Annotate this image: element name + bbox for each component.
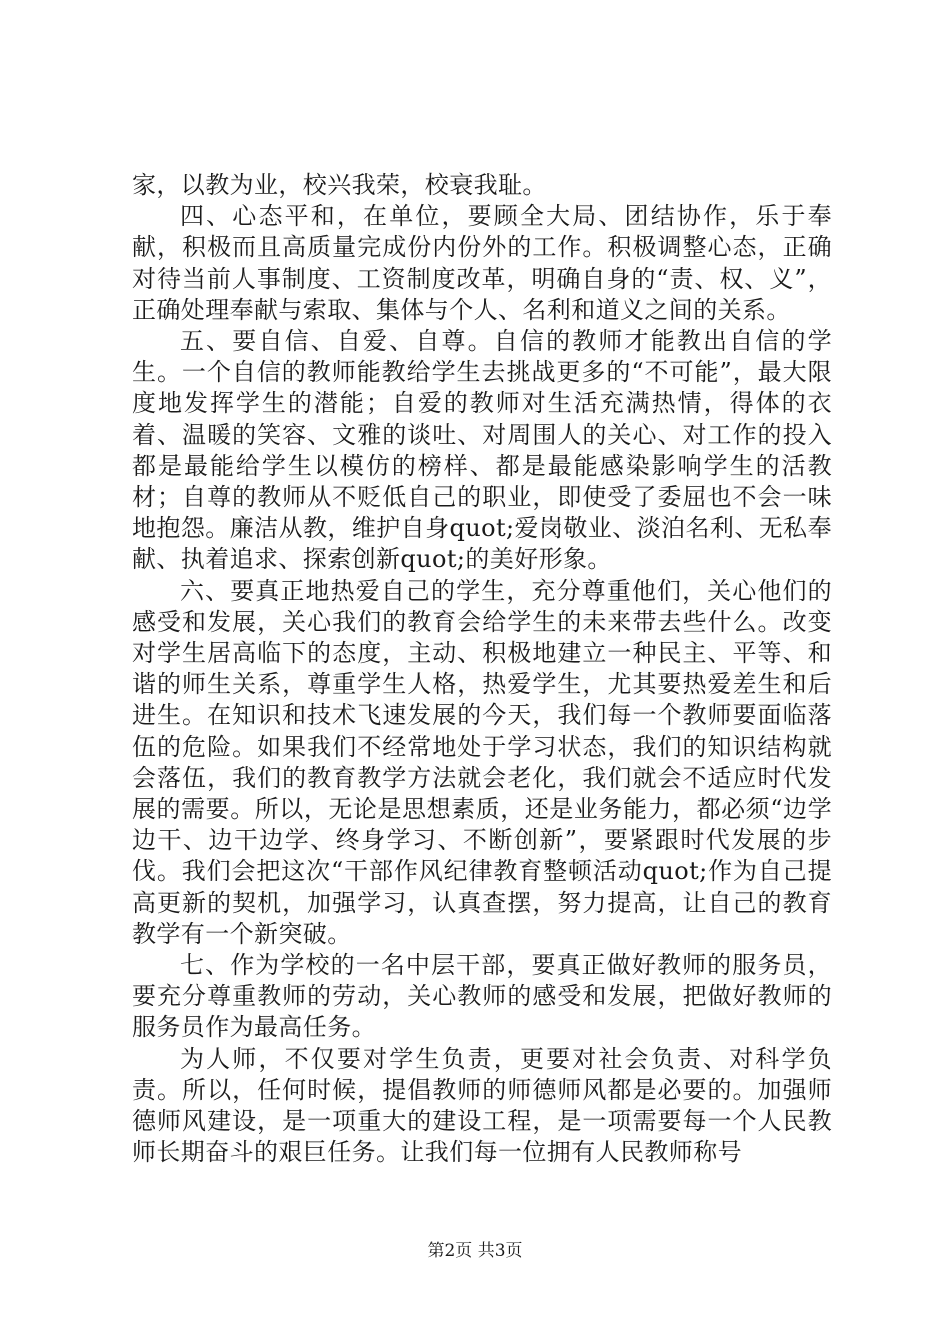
paragraph-point-five: 五、要自信、自爱、自尊。自信的教师才能教出自信的学生。一个自信的教师能教给学生去挑战更多的“不可能”，最大限度地发挥学生的潜能；自爱的教师对生活充满热情，得体的衣着、温暖的笑容、文雅的谈吐、对周围人的关心、对工作的投入都是最能给学生以模仿的榜样、都是最能感染影响学生的活教材；自尊的教师从不贬低自己的职业，即使受了委屈也不会一味地抱怨。廉洁从教，维护自身quot;爱岗敬业、淡泊名利、无私奉献、执着追求、探索创新quot;的美好形象。	[132, 327, 832, 574]
paragraph-conclusion: 为人师，不仅要对学生负责，更要对社会负责、对科学负责。所以，任何时候，提倡教师的师德师风都是必要的。加强师德师风建设，是一项重大的建设工程，是一项需要每一个人民教师长期奋斗的艰巨任务。让我们每一位拥有人民教师称号	[132, 1044, 832, 1167]
paragraph-point-seven: 七、作为学校的一名中层干部，要真正做好教师的服务员，要充分尊重教师的劳动，关心教师的感受和发展，把做好教师的服务员作为最高任务。	[132, 951, 832, 1042]
paragraph-point-six: 六、要真正地热爱自己的学生，充分尊重他们，关心他们的感受和发展，关心我们的教育会给学生的未来带去些什么。改变对学生居高临下的态度，主动、积极地建立一种民主、平等、和谐的师生关系，尊重学生人格，热爱学生，尤其要热爱差生和后进生。在知识和技术飞速发展的今天，我们每一个教师要面临落伍的危险。如果我们不经常地处于学习状态，我们的知识结构就会落伍，我们的教育教学方法就会老化，我们就会不适应时代发展的需要。所以，无论是思想素质，还是业务能力，都必须“边学边干、边干边学、终身学习、不断创新”，要紧跟时代发展的步伐。我们会把这次“干部作风纪律教育整顿活动quot;作为自己提高更新的契机，加强学习，认真查摆，努力提高，让自己的教育教学有一个新突破。	[132, 576, 832, 948]
document-body	[132, 170, 832, 1169]
paragraph-continuation: 家，以教为业，校兴我荣，校衰我耻。	[132, 171, 547, 199]
page-number-footer: 第2页 共3页	[427, 1241, 523, 1261]
paragraph-point-four: 四、心态平和，在单位，要顾全大局、团结协作，乐于奉献，积极而且高质量完成份内份外的工作。积极调整心态，正确对待当前人事制度、工资制度改革，明确自身的“责、权、义”，正确处理奉献与索取、集体与个人、名利和道义之间的关系。	[132, 202, 832, 324]
